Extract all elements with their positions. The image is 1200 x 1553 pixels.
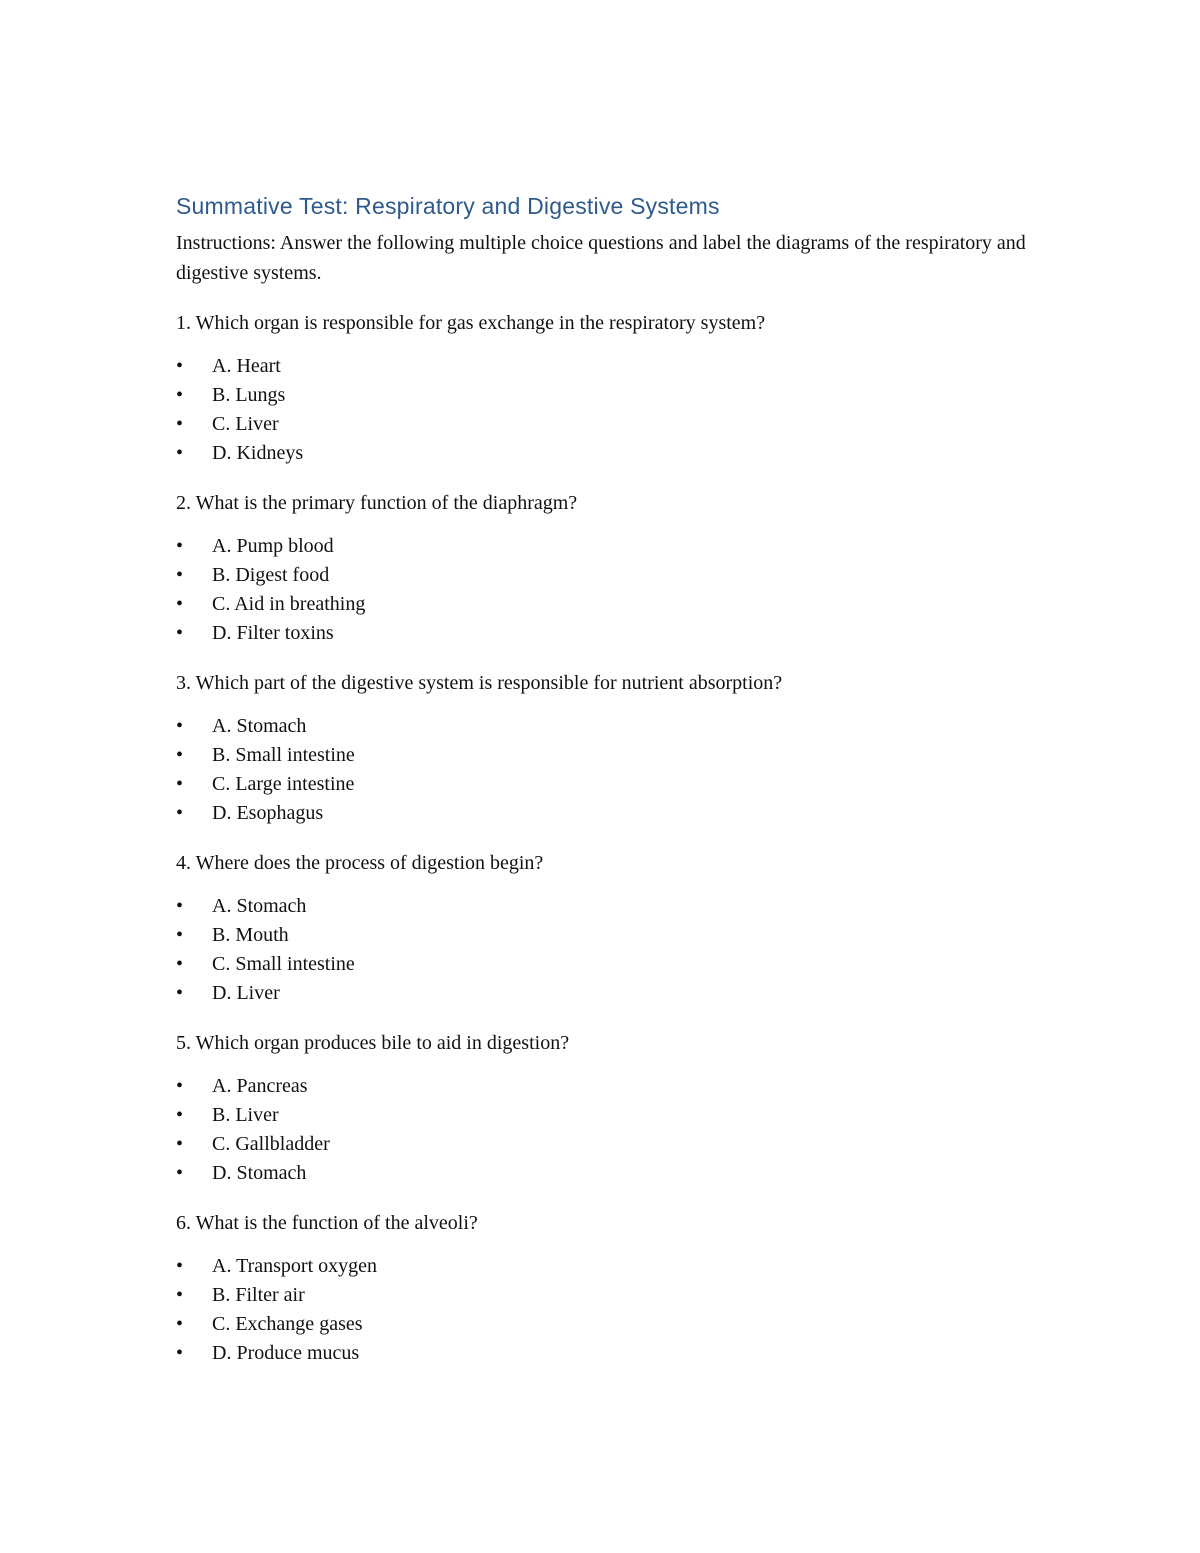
bullet-icon: • bbox=[176, 413, 184, 435]
answer-option bbox=[176, 799, 1026, 828]
bullet-icon: • bbox=[176, 953, 184, 975]
answer-option bbox=[176, 410, 1026, 439]
question-text: 2. What is the primary function of the diaphragm? bbox=[176, 492, 578, 514]
answer-option-label: C. Liver bbox=[212, 413, 279, 435]
question-text: 5. Which organ produces bile to aid in digestion? bbox=[176, 1032, 570, 1054]
answer-option bbox=[176, 1101, 1026, 1130]
bullet-icon: • bbox=[176, 535, 184, 557]
answer-option-label: C. Large intestine bbox=[212, 773, 355, 795]
answer-option-label: D. Produce mucus bbox=[212, 1342, 360, 1364]
answer-option bbox=[176, 1281, 1026, 1310]
answer-option bbox=[176, 1159, 1026, 1188]
answer-option bbox=[176, 532, 1026, 561]
bullet-icon: • bbox=[176, 1075, 184, 1097]
answer-option-label: D. Filter toxins bbox=[212, 622, 334, 644]
question-block bbox=[176, 1028, 1026, 1188]
bullet-icon: • bbox=[176, 1133, 184, 1155]
answer-option bbox=[176, 770, 1026, 799]
answer-option bbox=[176, 712, 1026, 741]
answer-option bbox=[176, 619, 1026, 648]
bullet-icon: • bbox=[176, 744, 184, 766]
bullet-icon: • bbox=[176, 1342, 184, 1364]
question-text: 6. What is the function of the alveoli? bbox=[176, 1212, 478, 1234]
answer-option-label: A. Transport oxygen bbox=[212, 1255, 378, 1277]
answer-options bbox=[176, 712, 1026, 828]
answer-option bbox=[176, 921, 1026, 950]
answer-option-label: B. Filter air bbox=[212, 1284, 305, 1306]
answer-option bbox=[176, 892, 1026, 921]
bullet-icon: • bbox=[176, 593, 184, 615]
answer-option bbox=[176, 1310, 1026, 1339]
question-block bbox=[176, 1208, 1026, 1368]
question-block bbox=[176, 308, 1026, 468]
answer-option-label: B. Small intestine bbox=[212, 744, 355, 766]
answer-option bbox=[176, 590, 1026, 619]
answer-option bbox=[176, 1072, 1026, 1101]
answer-option-label: C. Small intestine bbox=[212, 953, 355, 975]
answer-options bbox=[176, 352, 1026, 468]
bullet-icon: • bbox=[176, 384, 184, 406]
bullet-icon: • bbox=[176, 1162, 184, 1184]
answer-option-label: C. Gallbladder bbox=[212, 1133, 330, 1155]
answer-option-label: D. Kidneys bbox=[212, 442, 304, 464]
bullet-icon: • bbox=[176, 1255, 184, 1277]
document-title: Summative Test: Respiratory and Digestive Systems bbox=[176, 193, 720, 219]
document-page bbox=[176, 188, 1026, 1368]
answer-option bbox=[176, 1252, 1026, 1281]
answer-option-label: A. Pump blood bbox=[212, 535, 334, 557]
bullet-icon: • bbox=[176, 802, 184, 824]
answer-option bbox=[176, 439, 1026, 468]
question-list bbox=[176, 308, 1026, 1368]
answer-option bbox=[176, 381, 1026, 410]
answer-option-label: C. Exchange gases bbox=[212, 1313, 363, 1335]
answer-option-label: B. Liver bbox=[212, 1104, 279, 1126]
answer-option bbox=[176, 1130, 1026, 1159]
answer-option-label: C. Aid in breathing bbox=[212, 593, 366, 615]
answer-option-label: B. Mouth bbox=[212, 924, 289, 946]
answer-option-label: D. Stomach bbox=[212, 1162, 307, 1184]
bullet-icon: • bbox=[176, 564, 184, 586]
answer-option-label: A. Pancreas bbox=[212, 1075, 308, 1097]
bullet-icon: • bbox=[176, 1313, 184, 1335]
question-text: 3. Which part of the digestive system is responsible for nutrient absorption? bbox=[176, 672, 783, 694]
answer-option bbox=[176, 352, 1026, 381]
question-block bbox=[176, 668, 1026, 828]
answer-option-label: D. Esophagus bbox=[212, 802, 324, 824]
answer-options bbox=[176, 1252, 1026, 1368]
answer-option-label: B. Digest food bbox=[212, 564, 330, 586]
question-block bbox=[176, 488, 1026, 648]
answer-option-label: A. Heart bbox=[212, 355, 281, 377]
answer-option bbox=[176, 561, 1026, 590]
bullet-icon: • bbox=[176, 715, 184, 737]
answer-option bbox=[176, 979, 1026, 1008]
bullet-icon: • bbox=[176, 924, 184, 946]
question-text: 4. Where does the process of digestion begin? bbox=[176, 852, 544, 874]
bullet-icon: • bbox=[176, 622, 184, 644]
question-block bbox=[176, 848, 1026, 1008]
answer-option bbox=[176, 1339, 1026, 1368]
answer-option-label: B. Lungs bbox=[212, 384, 286, 406]
bullet-icon: • bbox=[176, 773, 184, 795]
answer-options bbox=[176, 1072, 1026, 1188]
bullet-icon: • bbox=[176, 1284, 184, 1306]
instructions-text: Instructions: Answer the following multiple choice questions and label the diagrams of the respiratory and digestive systems. bbox=[176, 232, 1026, 284]
answer-option bbox=[176, 741, 1026, 770]
answer-option bbox=[176, 950, 1026, 979]
bullet-icon: • bbox=[176, 982, 184, 1004]
bullet-icon: • bbox=[176, 355, 184, 377]
answer-options bbox=[176, 532, 1026, 648]
answer-option-label: A. Stomach bbox=[212, 715, 307, 737]
bullet-icon: • bbox=[176, 1104, 184, 1126]
answer-option-label: A. Stomach bbox=[212, 895, 307, 917]
bullet-icon: • bbox=[176, 442, 184, 464]
answer-options bbox=[176, 892, 1026, 1008]
question-text: 1. Which organ is responsible for gas exchange in the respiratory system? bbox=[176, 312, 766, 334]
bullet-icon: • bbox=[176, 895, 184, 917]
answer-option-label: D. Liver bbox=[212, 982, 280, 1004]
